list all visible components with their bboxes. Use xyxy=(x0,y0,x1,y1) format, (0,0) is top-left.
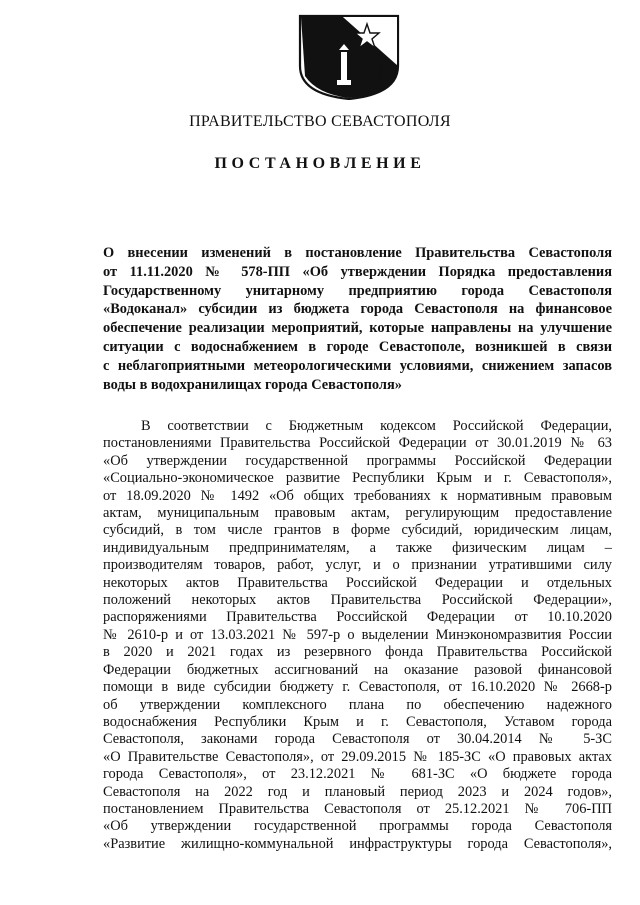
body-line: распоряжениями Правительства Российской Федерации от 10.10.2020 xyxy=(103,609,612,626)
body-line: «Об утверждении государственной программы города Севастополя xyxy=(103,818,612,835)
body-line: индивидуальным предпринимателям, а также физическим лицам – xyxy=(103,539,612,556)
body-line: положений некоторых актов Правительства Российской Федерации», xyxy=(103,592,612,609)
subject-line: от 11.11.2020 № 578-ПП «Об утверждении Порядка предоставления xyxy=(103,263,612,280)
body-line: «Развитие жилищно-коммунальной инфраструктуры города Севастополя», xyxy=(103,835,612,852)
body-line: производителям товаров, работ, услуг, и о признании утратившими силу xyxy=(103,557,612,574)
body-line: актам, муниципальным правовым актам, регулирующим предоставление xyxy=(103,505,612,522)
body-line: об утверждении комплексного плана по обеспечению надежного xyxy=(103,696,612,713)
body-line: «О Правительстве Севастополя», от 29.09.2015 № 185-ЗС «О правовых актах xyxy=(103,748,612,765)
body-line: постановлением Правительства Севастополя от 25.12.2021 № 706-ПП xyxy=(103,800,612,817)
body-line: в 2020 и 2021 годах из резервного фонда Правительства Российской xyxy=(103,644,612,661)
body-line: «Об утверждении государственной программы Российской Федерации xyxy=(103,452,612,469)
subject-line: «Водоканал» субсидии из бюджета города Севастополя на финансовое xyxy=(103,301,612,318)
body-line: водоснабжения Республики Крым и г. Севастополя, Уставом города xyxy=(103,713,612,730)
document-type-title: ПОСТАНОВЛЕНИЕ xyxy=(214,155,426,172)
subject-line: Государственному унитарному предприятию города Севастополя xyxy=(103,282,612,299)
body-line: Севастополя на 2022 год и плановый период 2023 и 2024 годов», xyxy=(103,783,612,800)
document-body xyxy=(103,418,612,853)
body-line: некоторых актов Правительства Российской Федерации и отдельных xyxy=(103,574,612,591)
body-line: № 2610-р и от 13.03.2021 № 597-р о выделении Минэкономразвития России xyxy=(103,626,612,643)
body-line: от 18.09.2020 № 1492 «Об общих требованиях к нормативным правовым xyxy=(103,487,612,504)
subject-line: ситуации с водоснабжением в городе Севастополе, возникшей в связи xyxy=(103,338,612,355)
subject-line: О внесении изменений в постановление Правительства Севастополя xyxy=(103,245,612,261)
body-line: субсидий, в том числе грантов в форме субсидий, юридическим лицам, xyxy=(103,522,612,539)
body-line: Севастополя, законами города Севастополя от 30.04.2014 № 5-ЗС xyxy=(103,731,612,748)
body-line: В соответствии с Бюджетным кодексом Российской Федерации, xyxy=(141,418,612,434)
subject-line: обеспечение реализации мероприятий, которые направлены на улучшение xyxy=(103,320,612,337)
organization-title: ПРАВИТЕЛЬСТВО СЕВАСТОПОЛЯ xyxy=(189,113,451,130)
body-line: «Социально-экономическое развитие Республики Крым и г. Севастополя», xyxy=(103,470,612,487)
document-subject xyxy=(103,244,612,394)
sevastopol-coat-of-arms-icon xyxy=(297,14,401,100)
body-line: Федерации бюджетных ассигнований на оказание разовой финансовой xyxy=(103,661,612,678)
subject-line: воды в водохранилищах города Севастополя» xyxy=(103,376,402,393)
body-line: постановлениями Правительства Российской Федерации от 30.01.2019 № 63 xyxy=(103,435,612,452)
body-line: помощи в виде субсидии бюджету г. Севастополя, от 16.10.2020 № 2668-р xyxy=(103,679,612,696)
subject-line: с неблагоприятными метеорологическими условиями, снижением запасов xyxy=(103,357,612,374)
body-line: города Севастополя», от 23.12.2021 № 681-ЗС «О бюджете города xyxy=(103,766,612,783)
